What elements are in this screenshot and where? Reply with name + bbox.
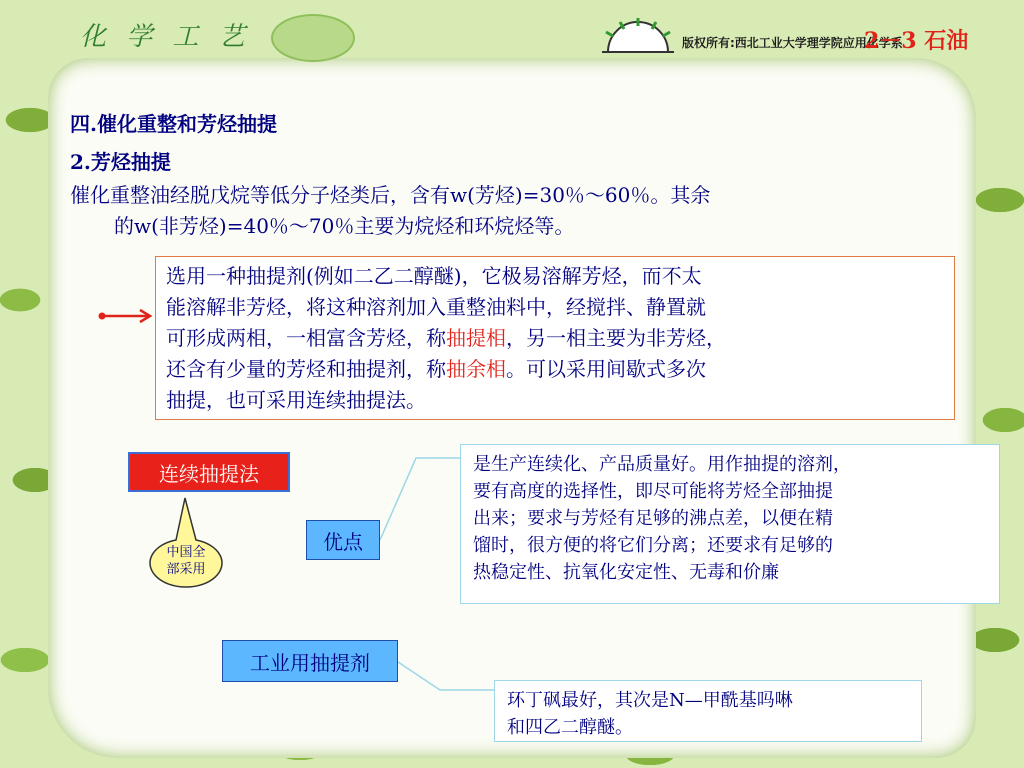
logo-text: 化 学 工 艺 <box>80 22 251 52</box>
advantage-line: 要有高度的选择性，即尽可能将芳烃全部抽提 <box>473 481 833 502</box>
extract-phase-term: 抽提相 <box>446 326 506 350</box>
method-text: ，另一相主要为非芳烃， <box>506 326 726 350</box>
chapter-label: 2－3 石油 <box>864 28 969 54</box>
intro-line-1: 催化重整油经脱戊烷等低分子烃类后，含有w(芳烃)=30％～60％。其余 <box>70 183 711 207</box>
solvent-line: 环丁砜最好，其次是N—甲酰基吗啉 <box>507 690 793 711</box>
method-line: 能溶解非芳烃，将这种溶剂加入重整油料中，经搅拌、静置就 <box>166 295 706 319</box>
industrial-solvent-label: 工业用抽提剂 <box>222 640 398 682</box>
method-text: 可形成两相，一相富含芳烃，称 <box>166 326 446 350</box>
copyright-text: 版权所有:西北工业大学理学院应用化学系 <box>682 36 903 50</box>
raffinate-phase-term: 抽余相 <box>446 357 506 381</box>
method-line: 选用一种抽提剂(例如二乙二醇醚)，它极易溶解芳烃，而不太 <box>166 264 702 288</box>
solvent-line: 和四乙二醇醚。 <box>507 717 633 738</box>
method-text: 还含有少量的芳烃和抽提剂，称 <box>166 357 446 381</box>
callout-line: 中国全 <box>166 545 206 560</box>
method-text: 。可以采用间歇式多次 <box>506 357 706 381</box>
subsection-title: 2.芳烃抽提 <box>70 150 171 174</box>
continuous-extraction-label: 连续抽提法 <box>128 452 290 492</box>
intro-line-2: 的w(非芳烃)=40％～70％主要为烷烃和环烷烃等。 <box>114 214 575 238</box>
method-line: 抽提，也可采用连续抽提法。 <box>166 388 426 412</box>
advantage-line: 出来；要求与芳烃有足够的沸点差，以便在精 <box>473 508 833 529</box>
advantages-label: 优点 <box>306 520 380 560</box>
callout-line: 部采用 <box>166 562 206 577</box>
advantage-line: 热稳定性、抗氧化安定性、无毒和价廉 <box>473 562 779 583</box>
advantages-text-box <box>460 444 1000 604</box>
advantage-line: 馏时，很方便的将它们分离；还要求有足够的 <box>473 535 833 556</box>
advantage-line: 是生产连续化、产品质量好。用作抽提的溶剂， <box>473 454 851 475</box>
solvent-text-box <box>494 680 922 742</box>
section-title: 四.催化重整和芳烃抽提 <box>70 112 277 136</box>
